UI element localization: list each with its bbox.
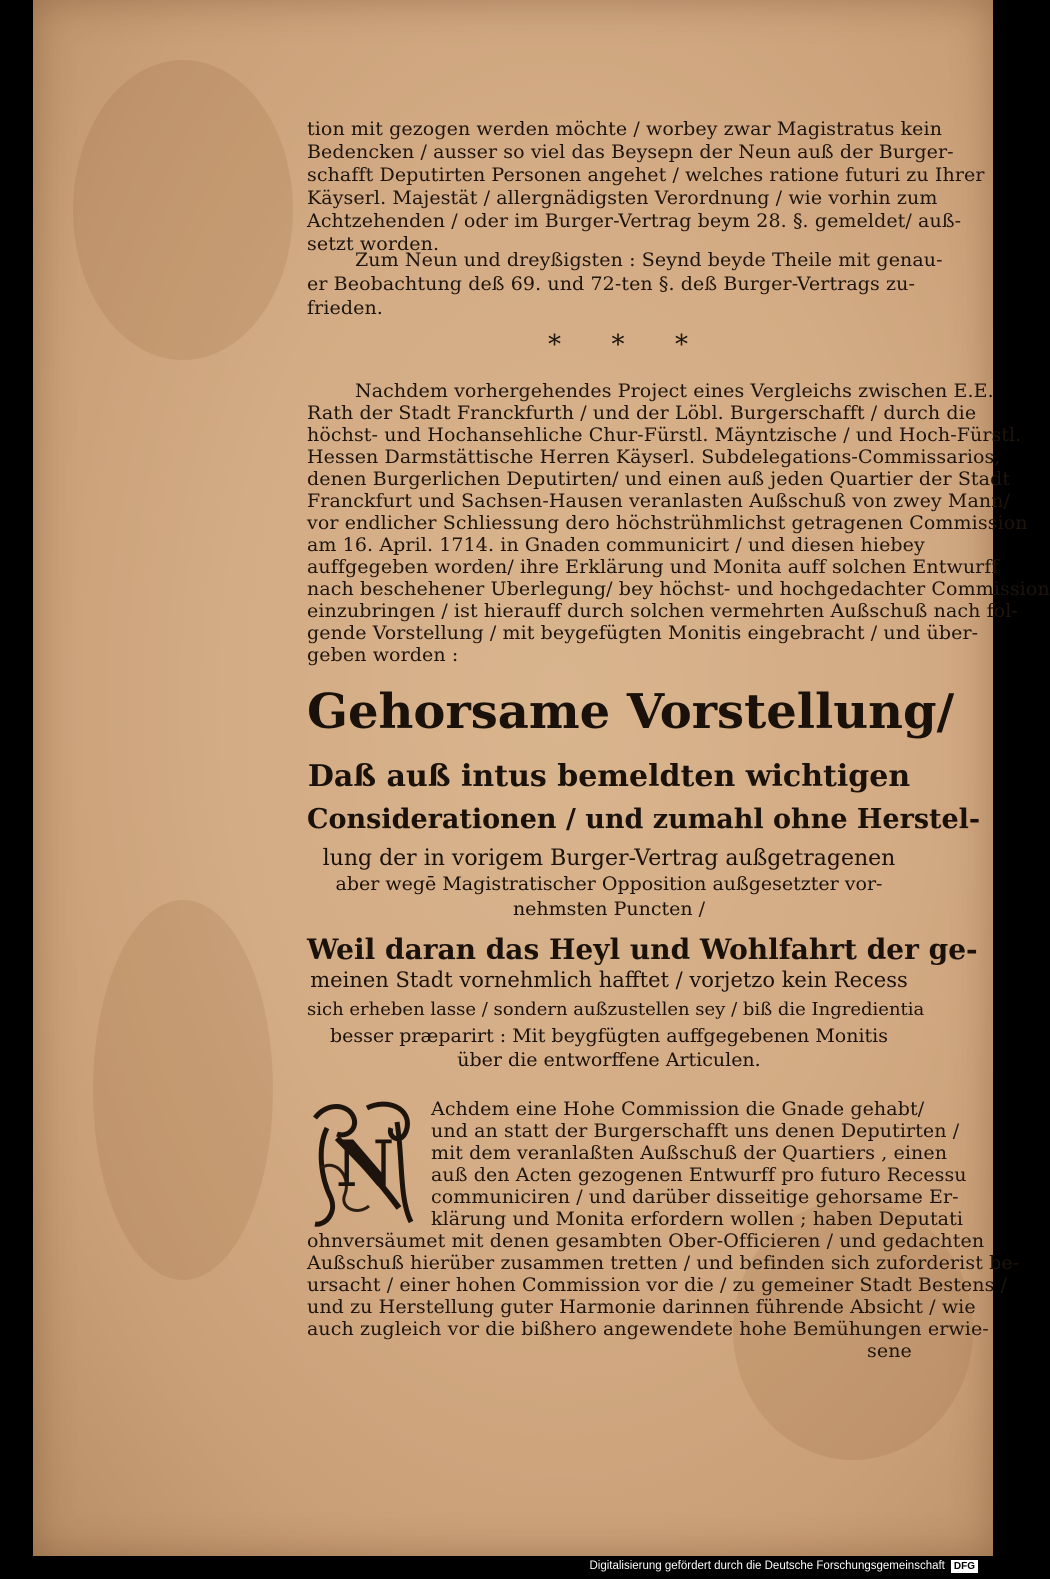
subtitle-line: Considerationen / und zumahl ohne Herstel- <box>307 804 981 835</box>
text-line: gende Vorstellung / mit beygefügten Monitis eingebracht / und über- <box>307 622 979 644</box>
text-line: höchst- und Hochansehliche Chur-Fürstl. Mäyntzische / und Hoch-Fürstl. <box>307 424 1022 446</box>
section-divider-stars <box>548 330 688 360</box>
text-line: setzt worden. <box>307 233 440 255</box>
text-line: auß den Acten gezogenen Entwurff pro futuro Recessu <box>431 1164 967 1186</box>
text-line: Achdem eine Hohe Commission die Gnade gehabt/ <box>431 1098 925 1120</box>
footer-text: Digitalisierung gefördert durch die Deutsche Forschungsgemeinschaft <box>589 1560 945 1572</box>
text-line: communiciren / und darüber disseitige gehorsame Er- <box>431 1186 959 1208</box>
text-line: nach beschehener Uberlegung/ bey höchst- und hochgedachter Commission <box>307 578 1050 600</box>
subtitle-line: lung der in vorigem Burger-Vertrag außgetragenen <box>322 846 896 871</box>
text-line: Käyserl. Majestät / allergnädigsten Verordnung / wie vorhin zum <box>307 187 938 209</box>
subtitle-line: sich erheben lasse / sondern außzustellen sey / biß die Ingredientia <box>307 999 925 1020</box>
text-line: klärung und Monita erfordern wollen ; haben Deputati <box>431 1208 964 1230</box>
ornamental-initial <box>307 1098 423 1234</box>
star-ornament: * <box>548 330 561 360</box>
text-line: Franckfurt und Sachsen-Hausen veranlasten Außschuß von zwey Mann/ <box>307 490 1011 512</box>
text-line: auffgegeben worden/ ihre Erklärung und Monita auff solchen Entwurff <box>307 556 999 578</box>
text-line: und zu Herstellung guter Harmonie darinnen führende Absicht / wie <box>307 1296 976 1318</box>
catchword: sene <box>867 1340 912 1362</box>
star-ornament: * <box>675 330 688 360</box>
text-line: er Beobachtung deß 69. und 72-ten §. deß Burger-Vertrags zu- <box>307 273 916 295</box>
drop-cap-letter: N <box>335 1127 395 1202</box>
text-line: Nachdem vorhergehendes Project eines Vergleichs zwischen E.E. <box>355 380 994 402</box>
star-ornament: * <box>611 330 625 360</box>
subtitle-line: Weil daran das Heyl und Wohlfahrt der ge- <box>307 933 978 966</box>
text-line: ursacht / einer hohen Commission vor die / zu gemeiner Stadt Bestens / <box>307 1274 1008 1296</box>
text-line: frieden. <box>307 297 383 319</box>
subtitle-line: besser præparirt : Mit beygfügten auffgegebenen Monitis <box>329 1025 889 1047</box>
text-line: ohnversäumet mit denen gesambten Ober-Officieren / und gedachten <box>307 1230 985 1252</box>
text-line: schafft Deputirten Personen angehet / welches ratione futuri zu Ihrer <box>307 164 985 186</box>
text-line: denen Burgerlichen Deputirten/ und einen auß jeden Quartier der Stadt <box>307 468 1011 490</box>
subtitle-line: meinen Stadt vornehmlich hafftet / vorjetzo kein Recess <box>310 968 908 992</box>
text-line: Hessen Darmstättische Herren Käyserl. Subdelegations-Commissarios, <box>307 446 1001 468</box>
text-line: Rath der Stadt Franckfurth / und der Löbl. Burgerschafft / durch die <box>307 402 977 424</box>
text-line: Achtzehenden / oder im Burger-Vertrag beym 28. §. gemeldet/ auß- <box>307 210 962 232</box>
subtitle-line: über die entworffene Articulen. <box>457 1049 761 1071</box>
text-line: Bedencken / ausser so viel das Beysepn der Neun auß der Burger- <box>307 141 954 163</box>
digitization-footer <box>589 1556 978 1576</box>
text-line: geben worden : <box>307 644 459 666</box>
text-line: und an statt der Burgerschafft uns denen Deputirten / <box>431 1120 960 1142</box>
text-line: am 16. April. 1714. in Gnaden communicirt / und diesen hiebey <box>307 534 925 556</box>
text-line: vor endlicher Schliessung dero höchstrühmlichst getragenen Commission <box>307 512 1028 534</box>
subtitle-line: nehmsten Puncten / <box>512 898 706 920</box>
subtitle-line: aber wegē Magistratischer Opposition außgesetzter vor- <box>335 873 883 895</box>
text-line: einzubringen / ist hierauff durch solchen vermehrten Außschuß nach fol- <box>307 600 1018 622</box>
text-line: auch zugleich vor die bißhero angewendete hohe Bemühungen erwie- <box>307 1318 989 1340</box>
page-title: Gehorsame Vorstellung/ <box>307 684 955 740</box>
dfg-logo: DFG <box>951 1560 978 1573</box>
text-line: Außschuß hierüber zusammen tretten / und befinden sich zuforderist be- <box>307 1252 1020 1274</box>
subtitle-line: Daß auß intus bemeldten wichtigen <box>307 759 911 794</box>
text-line: mit dem veranlaßten Außschuß der Quartiers , einen <box>431 1142 948 1164</box>
text-line: tion mit gezogen werden möchte / worbey zwar Magistratus kein <box>307 118 943 140</box>
text-line: Zum Neun und dreyßigsten : Seynd beyde Theile mit genau- <box>355 249 943 271</box>
